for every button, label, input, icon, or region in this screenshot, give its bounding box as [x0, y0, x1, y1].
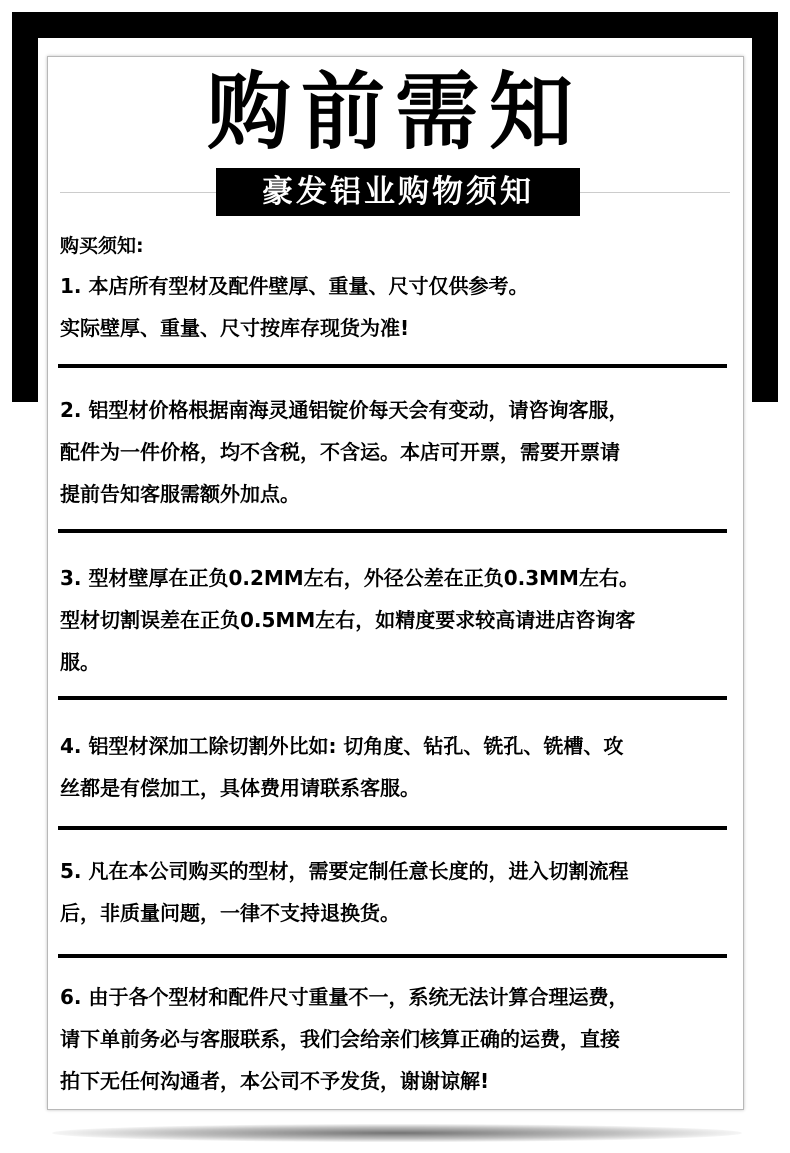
- section-divider: [58, 826, 727, 830]
- page-title: 购前需知: [206, 63, 583, 161]
- paper-shadow: [52, 1124, 742, 1142]
- notice-item-5: [60, 850, 740, 934]
- notice-item-2: [60, 389, 740, 515]
- notice-item-text: 1. 本店所有型材及配件壁厚、重量、尺寸仅供参考。 实际壁厚、重量、尺寸按库存现货为准!: [60, 274, 529, 340]
- notice-item-text: 2. 铝型材价格根据南海灵通铝锭价每天会有变动，请咨询客服， 配件为一件价格，均不含税，不含运。本店可开票，需要开票请 提前告知客服需额外加点。: [60, 398, 629, 506]
- notice-item-4: [60, 725, 740, 809]
- notice-item-text: 4. 铝型材深加工除切割外比如: 切角度、钻孔、铣孔、铣槽、攻 丝都是有偿加工，具体费用请联系客服。: [60, 734, 624, 800]
- notice-item-text: 5. 凡在本公司购买的型材，需要定制任意长度的，进入切割流程 后，非质量问题，一律不支持退换货。: [60, 859, 629, 925]
- section-divider: [58, 954, 727, 958]
- notice-item-1: [60, 265, 740, 349]
- notice-heading: 购买须知:: [60, 235, 144, 257]
- section-divider: [58, 364, 727, 368]
- notice-item-6: [60, 976, 740, 1102]
- section-divider: [58, 696, 727, 700]
- section-divider: [58, 529, 727, 533]
- notice-item-3: [60, 557, 740, 683]
- subtitle-banner: 豪发铝业购物须知: [216, 168, 580, 216]
- notice-item-text: 6. 由于各个型材和配件尺寸重量不一，系统无法计算合理运费， 请下单前务必与客服联系，我们会给亲们核算正确的运费，直接 拍下无任何沟通者，本公司不予发货，谢谢谅解!: [60, 985, 629, 1093]
- notice-item-text: 3. 型材壁厚在正负0.2MM左右，外径公差在正负0.3MM左右。 型材切割误差在正负0.5MM左右，如精度要求较高请进店咨询客 服。: [60, 566, 639, 674]
